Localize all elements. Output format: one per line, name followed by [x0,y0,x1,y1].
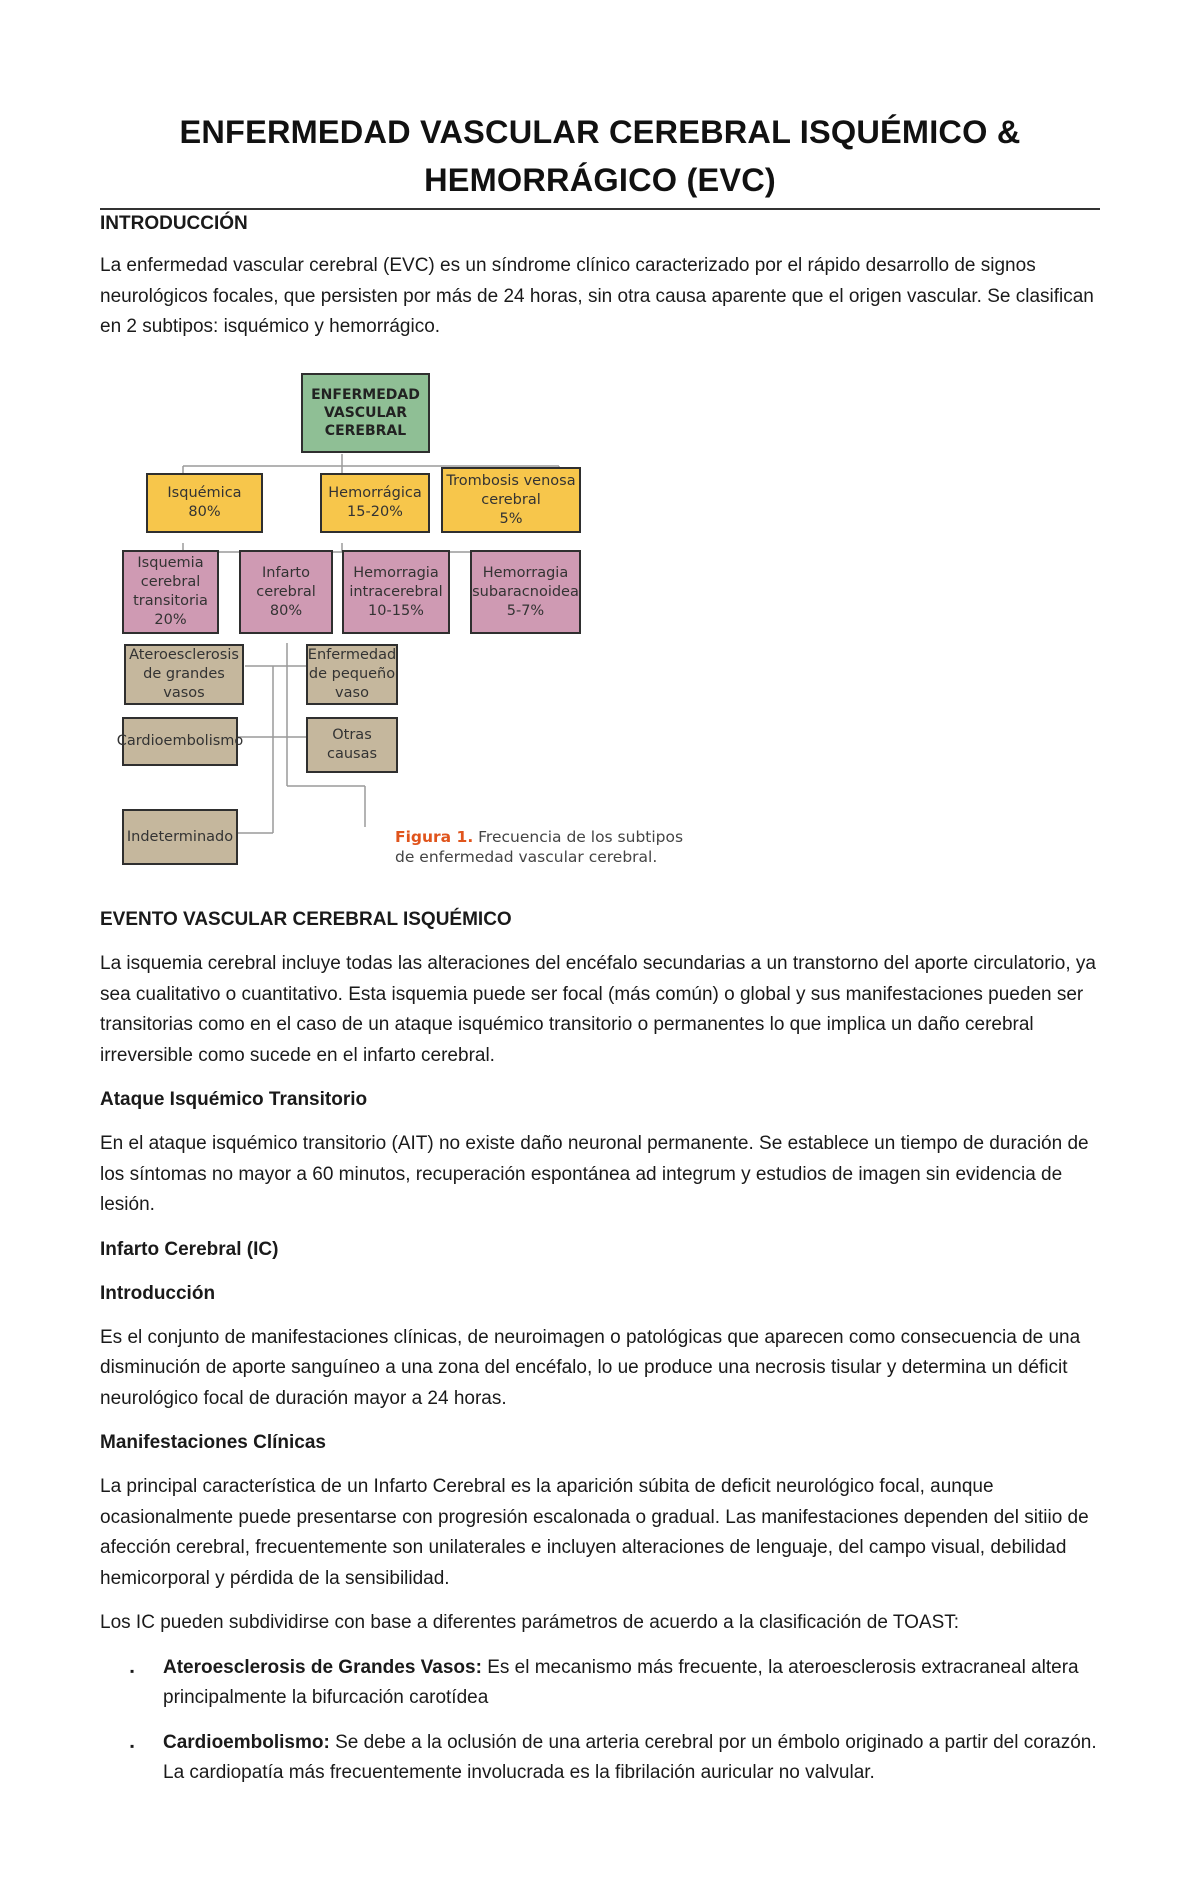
ait-paragraph: En el ataque isquémico transitorio (AIT) no existe daño neuronal permanente. Se establece un tiempo de duración de los síntomas no mayor a 60 minutos, recuperación espontánea ad integrum y estudios de imagen sin evidencia de lesión. [100,1133,1089,1215]
bullet-marker: ▪ [130,1663,135,1678]
title-line-2: HEMORRÁGICO (EVC) [424,162,776,198]
list-item-term: Cardioembolismo: [163,1731,330,1753]
figure-caption-label: Figura 1. [395,828,474,846]
node-line: 80% [269,602,303,619]
toast-bullet-list [100,1653,1100,1789]
node-line: Enfermedad [307,647,397,663]
node-cardioembolismo [116,717,244,766]
root-node-line: CEREBRAL [324,423,407,439]
node-line: 5-7% [506,602,545,619]
node-hemorragia-intracerebral [342,550,450,634]
node-line: 15-20% [347,504,403,520]
ic-intro-heading: Introducción [100,1282,216,1304]
node-line: Infarto [262,564,310,581]
node-line: cerebral [256,583,316,600]
node-line: Isquémica [167,485,242,501]
evc-classification-figure [116,366,700,882]
isquemico-paragraph: La isquemia cerebral incluye todas las alteraciones del encéfalo secundarias a un transtorno del aporte circulatorio, ya sea cualitativo o cuantitativo. Esta isquemia puede ser focal (más común) o global y sus manifestaciones pueden ser transitorias como en el caso de un ataque isquémico transitorio o permanentes lo que implica un daño cerebral irreversible como sucede en el infarto cerebral. [100,953,1096,1066]
list-item [100,1728,1100,1789]
node-line: Cardioembolismo [116,733,244,749]
node-otras-causas [306,717,398,773]
root-node-line: ENFERMEDAD [311,387,420,403]
figure-caption-text: Frecuencia de los subtipos de enfermedad vascular cerebral. [395,828,684,866]
toast-paragraph: Los IC pueden subdividirse con base a diferentes parámetros de acuerdo a la clasificación de TOAST: [100,1612,960,1633]
manifestaciones-heading: Manifestaciones Clínicas [100,1432,326,1453]
node-line: 10-15% [368,602,424,619]
node-trombosis-venosa [441,467,581,533]
list-item-text: Es el mecanismo más frecuente, la ateroesclerosis extracraneal altera principalmente la bifurcación carotídea [163,1656,1079,1708]
manifestaciones-paragraph: La principal característica de un Infarto Cerebral es la aparición súbita de deficit neurológico focal, aunque ocasionalmente puede presentarse con progresión escalonada o gradual. Las manifestaciones dependen del sitiio de afección cerebral, frecuentemente son unilaterales e incluyen alteraciones de lenguaje, del campo visual, debilidad hemicorporal y pérdida de la sensibilidad. [100,1476,1089,1589]
node-line: vaso [335,685,369,701]
node-isquemia-transitoria [122,550,219,634]
node-line: transitoria [133,593,208,609]
node-line: Ateroesclerosis [129,647,239,663]
ic-intro-paragraph: Es el conjunto de manifestaciones clínicas, de neuroimagen o patológicas que aparecen como consecuencia de una disminución de aporte sanguíneo a una zona del encéfalo, lo ue produce una necrosis tisular y determina un déficit neurológico focal de duración mayor a 24 horas. [100,1326,1081,1409]
node-line: de grandes vasos [143,666,225,701]
root-node-evc [301,373,430,453]
ic-heading: Infarto Cerebral (IC) [100,1238,279,1260]
node-line: Hemorragia [353,564,439,581]
node-line: subaracnoidea [472,583,579,600]
node-line: cerebral [140,574,201,590]
document-page [100,0,1100,1783]
node-enfermedad-pequeno-vaso [306,644,398,705]
node-isquemica [146,473,263,533]
node-line: Trombosis venosa [446,472,576,489]
node-line: intracerebral [349,583,443,600]
isquemico-heading: EVENTO VASCULAR CEREBRAL ISQUÉMICO [100,909,512,930]
node-line: cerebral [481,491,541,508]
ait-heading: Ataque Isquémico Transitorio [100,1089,368,1110]
node-line: Indeterminado [126,828,234,845]
figure-caption [395,827,695,867]
node-line: 80% [188,504,221,520]
node-line: Otras causas [326,727,378,762]
intro-heading: INTRODUCCIÓN [100,213,248,234]
title-line-1: ENFERMEDAD VASCULAR CEREBRAL ISQUÉMICO & [179,114,1021,150]
list-item-term: Ateroesclerosis de Grandes Vasos: [163,1656,482,1678]
node-line: Hemorragia [482,564,569,581]
node-hemorragia-subaracnoidea [470,550,581,634]
document-title [100,108,1100,204]
bullet-marker: ▪ [130,1738,135,1753]
node-infarto-cerebral [239,550,333,634]
isquemico-section [100,905,1100,1789]
node-line: de pequeño [308,666,396,682]
node-line: 20% [154,612,187,628]
node-indeterminado [122,809,238,865]
root-node-line: VASCULAR [324,405,407,421]
title-underline [100,208,1100,210]
node-line: 5% [499,510,523,527]
list-item [100,1653,1100,1714]
node-ateroesclerosis [124,644,244,705]
node-line: Isquemia [137,555,204,571]
list-item-text: Se debe a la oclusión de una arteria cerebral por un émbolo originado a partir del corazón. La cardiopatía más frecuentemente involucrada es la fibrilación auricular no valvular. [163,1731,1097,1783]
node-hemorragica [320,473,430,533]
node-line: Hemorrágica [328,485,422,501]
intro-paragraph: La enfermedad vascular cerebral (EVC) es un síndrome clínico caracterizado por el rápido desarrollo de signos neurológicos focales, que persisten por más de 24 horas, sin otra causa aparente que el origen vascular. Se clasifican en 2 subtipos: isquémico y hemorrágico. [100,255,1094,337]
